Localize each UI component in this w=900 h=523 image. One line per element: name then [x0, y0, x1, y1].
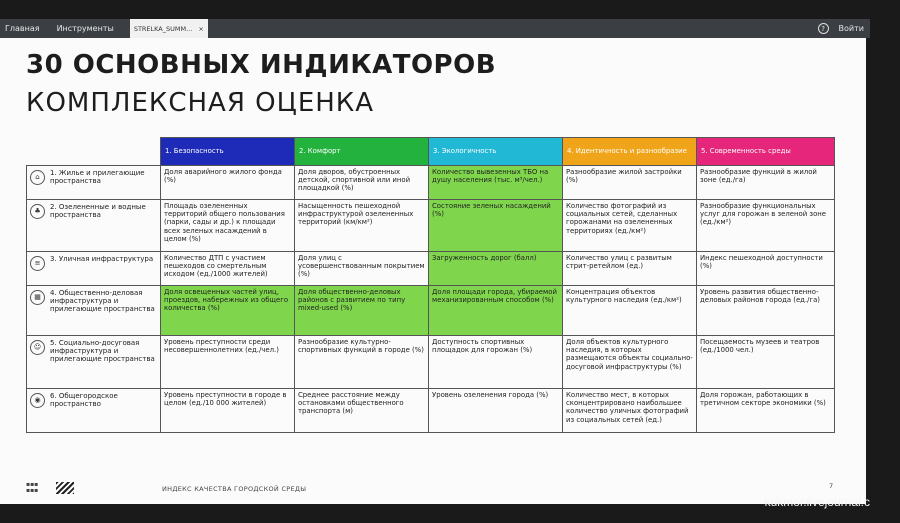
table-row: [27, 336, 835, 389]
table-cell: Среднее расстояние между остановками общественного транспорта (м): [295, 389, 429, 433]
nav-home-link[interactable]: Главная: [5, 24, 40, 33]
slide-title: 30 ОСНОВНЫХ ИНДИКАТОРОВ: [26, 50, 497, 80]
table-cell: Доля улиц с усовершенствованным покрытием (%): [295, 252, 429, 286]
table-row: [27, 389, 835, 433]
row-header: ▦ 4. Общественно-деловая инфраструктура и прилегающие пространства: [27, 286, 161, 336]
slide-footer: [0, 478, 866, 504]
table-row: [27, 166, 835, 200]
tree-icon: ♣: [30, 204, 45, 219]
column-header-modernity: 5. Современность среды: [697, 138, 835, 166]
column-header-comfort: 2. Комфорт: [295, 138, 429, 166]
table-header-row: [27, 138, 835, 166]
table-cell: Доля аварийного жилого фонда (%): [161, 166, 295, 200]
signin-button[interactable]: Войти: [838, 24, 864, 33]
help-icon[interactable]: ?: [818, 23, 829, 34]
row-header: ⌂ 1. Жилье и прилегающие пространства: [27, 166, 161, 200]
row-header: ≡ 3. Уличная инфраструктура: [27, 252, 161, 286]
table-cell: Количество ДТП с участием пешеходов со смертельным исходом (ед./1000 жителей): [161, 252, 295, 286]
table-cell: Доступность спортивных площадок для горожан (%): [429, 336, 563, 389]
table-cell: Состояние зеленых насаждений (%): [429, 200, 563, 252]
table-cell: Доля дворов, обустроенных детской, спортивной или иной площадкой (%): [295, 166, 429, 200]
building-icon: ▦: [30, 290, 45, 305]
table-cell: Загруженность дорог (балл): [429, 252, 563, 286]
people-icon: ☺: [30, 340, 45, 355]
row-header: ♣ 2. Озелененные и водные пространства: [27, 200, 161, 252]
nav-tools-link[interactable]: Инструменты: [56, 24, 114, 33]
row-header: ◉ 6. Общегородское пространство: [27, 389, 161, 433]
table-cell: Количество мест, в которых сконцентрировано наибольшее количество уличных фотографий из социальных сетей (ед.): [563, 389, 697, 433]
table-cell: Уровень преступности в городе в целом (ед./10 000 жителей): [161, 389, 295, 433]
presentation-slide: [0, 38, 866, 504]
table-cell: Разнообразие функций в жилой зоне (ед./га): [697, 166, 835, 200]
watermark-text: kukmor.livejournal.c: [764, 495, 870, 509]
tab-close-icon[interactable]: ×: [198, 24, 204, 33]
table-cell: Посещаемость музеев и театров (ед./1000 чел.): [697, 336, 835, 389]
table-cell: Разнообразие функциональных услуг для горожан в зеленой зоне (ед./км²): [697, 200, 835, 252]
table-cell: Насыщенность пешеходной инфраструктурой озелененных территорий (км/км²): [295, 200, 429, 252]
browser-toolbar: [0, 19, 870, 38]
ministry-logo: [56, 482, 74, 494]
table-cell: Доля освещенных частей улиц, проездов, набережных из общего количества (%): [161, 286, 295, 336]
column-header-safety: 1. Безопасность: [161, 138, 295, 166]
table-cell: Доля горожан, работающих в третичном секторе экономики (%): [697, 389, 835, 433]
table-cell: Уровень развития общественно-деловых районов города (ед./га): [697, 286, 835, 336]
strelka-logo: ▪▪▪ ▪▪▪: [26, 481, 39, 494]
tab-label: STRELKA_SUMM...: [133, 24, 193, 33]
slide-subtitle: КОМПЛЕКСНАЯ ОЦЕНКА: [26, 88, 375, 118]
table-cell: Индекс пешеходной доступности (%): [697, 252, 835, 286]
table-cell: Уровень преступности среди несовершеннолетних (ед./чел.): [161, 336, 295, 389]
table-row: [27, 286, 835, 336]
table-cell: Доля объектов культурного наследия, в которых размещаются объекты социально-досуговой инфраструктуры (%): [563, 336, 697, 389]
table-cell: Разнообразие культурно-спортивных функций в городе (%): [295, 336, 429, 389]
indicators-table: [26, 137, 835, 433]
table-cell: Концентрация объектов культурного наследия (ед./км²): [563, 286, 697, 336]
road-icon: ≡: [30, 256, 45, 271]
row-header: ☺ 5. Социально-досуговая инфраструктура и прилегающие пространства: [27, 336, 161, 389]
table-cell: Количество фотографий из социальных сетей, сделанных горожанами на озелененных территориях (ед./км²): [563, 200, 697, 252]
table-row: [27, 200, 835, 252]
table-row: [27, 252, 835, 286]
corner-cell: [27, 138, 161, 166]
table-cell: Площадь озелененных территорий общего пользования (парки, сады и др.) к площади всех зеленых насаждений в целом (%): [161, 200, 295, 252]
table-cell: Количество вывезенных ТБО на душу населения (тыс. м³/чел.): [429, 166, 563, 200]
table-cell: Доля площади города, убираемой механизированным способом (%): [429, 286, 563, 336]
table-cell: Уровень озеленения города (%): [429, 389, 563, 433]
page-number: 7: [829, 482, 834, 490]
table-cell: Доля общественно-деловых районов с развитием по типу mixed-used (%): [295, 286, 429, 336]
city-icon: ◉: [30, 393, 45, 408]
footer-text: ИНДЕКС КАЧЕСТВА ГОРОДСКОЙ СРЕДЫ: [162, 485, 307, 493]
column-header-identity: 4. Идентичность и разнообразие: [563, 138, 697, 166]
table-cell: Разнообразие жилой застройки (%): [563, 166, 697, 200]
document-tab[interactable]: [130, 19, 208, 38]
table-cell: Количество улиц с развитым стрит-ретейлом (ед.): [563, 252, 697, 286]
column-header-ecology: 3. Экологичность: [429, 138, 563, 166]
house-icon: ⌂: [30, 170, 45, 185]
